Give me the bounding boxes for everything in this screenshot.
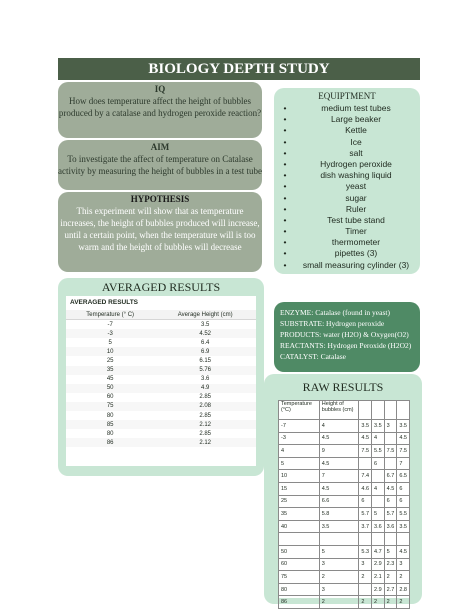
- equipment-item-label: sugar: [345, 192, 367, 203]
- table-cell: 80: [106, 412, 114, 419]
- iq-text: How does temperature affect the height of bubbles produced by a catalase and hydrogen peroxide reaction?: [58, 96, 262, 118]
- table-row: [66, 375, 256, 384]
- list-item: [274, 125, 420, 136]
- table-cell: 3.5: [372, 420, 385, 433]
- table-cell: 2.9: [372, 583, 385, 596]
- bullet-icon: •: [283, 237, 287, 248]
- table-cell: 3.7: [359, 520, 372, 533]
- averaged-results-table: [66, 310, 256, 447]
- averaged-results-table-card: [66, 296, 256, 466]
- table-cell: 2.8: [397, 583, 410, 596]
- table-header-cell: Height of bubbles (cm): [319, 401, 359, 420]
- list-item: [274, 148, 420, 159]
- table-row: [279, 432, 410, 445]
- table-cell: 80: [279, 583, 320, 596]
- table-cell: [384, 533, 397, 546]
- table-row: [66, 347, 256, 356]
- table-header-cell: [397, 401, 410, 420]
- table-row: [279, 420, 410, 433]
- hypothesis-heading: HYPOTHESIS: [130, 194, 190, 204]
- table-row: [279, 457, 410, 470]
- table-row: [66, 384, 256, 393]
- equipment-item-label: Kettle: [345, 125, 367, 136]
- table-cell: 3.5: [201, 321, 210, 328]
- table-row: [66, 356, 256, 365]
- table-cell: 80: [106, 430, 114, 437]
- equipment-item-label: Ruler: [345, 203, 367, 214]
- reaction-info-line: CATALYST: Catalase: [280, 352, 346, 361]
- table-cell: 5.5: [372, 445, 385, 458]
- raw-results-box: [264, 374, 422, 604]
- table-cell: 75: [279, 571, 320, 584]
- equipment-item-label: Large beaker: [330, 114, 382, 125]
- table-row: [279, 445, 410, 458]
- table-cell: 7.5: [384, 445, 397, 458]
- table-cell: 3: [359, 558, 372, 571]
- page-title: BIOLOGY DEPTH STUDY: [58, 58, 420, 80]
- table-cell: 5.8: [319, 508, 359, 521]
- table-cell: 5.3: [359, 545, 372, 558]
- equipment-item-label: yeast: [345, 181, 367, 192]
- bullet-icon: •: [283, 114, 287, 125]
- table-row: [66, 329, 256, 338]
- table-row: [279, 545, 410, 558]
- table-cell: 40: [279, 520, 320, 533]
- table-cell: 7.5: [359, 445, 372, 458]
- table-cell: 4.5: [397, 545, 410, 558]
- table-cell: [372, 470, 385, 483]
- aim-heading: AIM: [150, 142, 170, 152]
- table-header-cell: [372, 401, 385, 420]
- table-cell: 2: [397, 596, 410, 609]
- table-cell: 3.5: [359, 420, 372, 433]
- table-cell: 3.5: [397, 520, 410, 533]
- table-cell: 6.4: [201, 339, 210, 346]
- table-cell: 3.6: [384, 520, 397, 533]
- table-row: [279, 571, 410, 584]
- table-cell: 5: [319, 545, 359, 558]
- iq-heading: IQ: [154, 84, 166, 94]
- table-cell: 10: [279, 470, 320, 483]
- table-cell: 2.1: [372, 571, 385, 584]
- table-cell: [359, 533, 372, 546]
- table-cell: 10: [66, 347, 154, 356]
- table-cell: 35: [279, 508, 320, 521]
- table-cell: 3.6: [201, 376, 210, 383]
- table-cell: 5.7: [359, 508, 372, 521]
- list-item: [274, 237, 420, 248]
- table-cell: 86: [279, 596, 320, 609]
- table-cell: 25: [279, 495, 320, 508]
- table-cell: -3: [66, 329, 154, 338]
- table-cell: 2: [319, 596, 359, 609]
- raw-results-table-card: [278, 400, 410, 606]
- table-cell: 4.5: [384, 482, 397, 495]
- table-cell: 7.5: [397, 445, 410, 458]
- table-cell: 60: [106, 394, 114, 401]
- list-item: [274, 204, 420, 215]
- reaction-info-line: PRODUCTS: water (H2O) & Oxygen(O2): [280, 330, 409, 339]
- table-cell: [319, 533, 359, 546]
- table-cell: 3: [319, 558, 359, 571]
- equipment-box: [274, 88, 420, 274]
- table-cell: 5: [108, 339, 112, 346]
- table-cell: 3: [384, 420, 397, 433]
- table-row: [66, 438, 256, 447]
- raw-results-table: [278, 400, 410, 609]
- equipment-item-label: thermometer: [331, 237, 381, 248]
- table-row: [66, 393, 256, 402]
- table-cell: 35: [66, 366, 154, 375]
- bullet-icon: •: [283, 170, 287, 181]
- averaged-results-title: AVERAGED RESULTS: [101, 280, 221, 294]
- table-cell: 9: [319, 445, 359, 458]
- equipment-list: [274, 103, 420, 271]
- table-header-row: [279, 401, 410, 420]
- table-header-cell: [359, 401, 372, 420]
- hypothesis-text: This experiment will show that as temperature increases, the height of bubbles produced will increase, until a certain point, when the temperature will is too warm and the height of bubbles will decrease: [60, 206, 260, 252]
- table-cell: 5: [279, 457, 320, 470]
- table-cell: 4.5: [319, 457, 359, 470]
- bullet-icon: •: [283, 125, 287, 136]
- table-cell: [397, 533, 410, 546]
- reaction-info-line: SUBSTRATE: Hydrogen peroxide: [280, 319, 385, 328]
- table-cell: 2: [397, 571, 410, 584]
- header-average-height: Average Height (cm): [154, 310, 256, 320]
- table-row: [279, 583, 410, 596]
- list-item: [274, 159, 420, 170]
- table-cell: 4: [319, 420, 359, 433]
- table-cell: 45: [106, 376, 114, 383]
- list-item: [274, 260, 420, 271]
- table-cell: 7: [397, 457, 410, 470]
- bullet-icon: •: [283, 158, 287, 169]
- table-cell: 25: [106, 358, 114, 365]
- table-cell: 5.7: [384, 508, 397, 521]
- table-cell: 6: [397, 482, 410, 495]
- table-cell: 2.12: [154, 420, 256, 429]
- table-cell: 4: [372, 432, 385, 445]
- table-cell: 3.6: [372, 520, 385, 533]
- equipment-item-label: dish washing liquid: [320, 170, 392, 181]
- table-cell: 4: [372, 482, 385, 495]
- equipment-item-label: Test tube stand: [327, 214, 385, 225]
- table-cell: 6: [397, 495, 410, 508]
- table-cell: 2.3: [384, 558, 397, 571]
- table-cell: 4.52: [154, 329, 256, 338]
- table-cell: 2.08: [154, 402, 256, 411]
- table-cell: 3.5: [397, 420, 410, 433]
- aim-box: [58, 140, 262, 190]
- bullet-icon: •: [283, 103, 287, 113]
- list-item: [274, 137, 420, 148]
- equipment-item-label: small measuring cylinder (3): [302, 259, 410, 270]
- equipment-item-label: Hydrogen peroxide: [320, 158, 392, 169]
- equipment-item-label: pipettes (3): [334, 248, 378, 259]
- table-cell: [359, 583, 372, 596]
- table-cell: 6: [384, 495, 397, 508]
- table-cell: [372, 533, 385, 546]
- table-cell: 2: [384, 571, 397, 584]
- list-item: [274, 193, 420, 204]
- bullet-icon: •: [283, 181, 287, 192]
- hypothesis-box: [58, 192, 262, 272]
- table-cell: 2.9: [372, 558, 385, 571]
- table-cell: 50: [66, 384, 154, 393]
- table-cell: [279, 533, 320, 546]
- table-row: [279, 508, 410, 521]
- table-row: [66, 366, 256, 375]
- table-row: [66, 320, 256, 330]
- table-cell: 2: [359, 571, 372, 584]
- table-cell: 2.85: [199, 430, 212, 437]
- table-cell: 4: [279, 445, 320, 458]
- bullet-icon: •: [283, 192, 287, 203]
- table-cell: -3: [279, 432, 320, 445]
- bullet-icon: •: [283, 147, 287, 158]
- list-item: [274, 103, 420, 114]
- table-cell: 2.85: [199, 394, 212, 401]
- reaction-info-line: ENZYME: Catalase (found in yeast): [280, 308, 390, 317]
- reaction-info-box: [274, 302, 420, 372]
- table-row: [279, 596, 410, 609]
- aim-text: To investigate the affect of temperature on Catalase activity by measuring the height of bubbles in a test tube: [58, 154, 262, 176]
- table-cell: 2: [359, 596, 372, 609]
- table-cell: 75: [66, 402, 154, 411]
- table-cell: 4.5: [319, 432, 359, 445]
- table-cell: -7: [107, 321, 113, 328]
- table-row: [279, 482, 410, 495]
- table-row: [279, 558, 410, 571]
- equipment-item-label: salt: [349, 147, 363, 158]
- table-cell: [359, 457, 372, 470]
- bullet-icon: •: [283, 248, 287, 259]
- table-cell: 7.4: [359, 470, 372, 483]
- table-row: [279, 470, 410, 483]
- equipment-item-label: Timer: [345, 226, 367, 237]
- list-item: [274, 226, 420, 237]
- averaged-results-box: [58, 278, 264, 476]
- table-cell: 6.6: [319, 495, 359, 508]
- bullet-icon: •: [283, 259, 287, 270]
- table-cell: 2: [384, 596, 397, 609]
- table-cell: 4.7: [372, 545, 385, 558]
- table-header-row: [66, 310, 256, 320]
- table-cell: 60: [279, 558, 320, 571]
- table-row: [279, 533, 410, 546]
- table-header-cell: Temperature (°C): [279, 401, 320, 420]
- table-cell: [372, 495, 385, 508]
- table-cell: [384, 432, 397, 445]
- table-row: [66, 420, 256, 429]
- bullet-icon: •: [283, 203, 287, 214]
- table-cell: 6.5: [397, 470, 410, 483]
- table-cell: 15: [279, 482, 320, 495]
- table-cell: 6.7: [384, 470, 397, 483]
- bullet-icon: •: [283, 136, 287, 147]
- table-cell: 5.76: [154, 366, 256, 375]
- table-cell: [384, 457, 397, 470]
- table-cell: 5: [384, 545, 397, 558]
- table-row: [279, 520, 410, 533]
- table-row: [66, 411, 256, 420]
- bullet-icon: •: [283, 226, 287, 237]
- table-row: [66, 338, 256, 347]
- table-cell: 3: [319, 583, 359, 596]
- table-cell: 6: [372, 457, 385, 470]
- equipment-heading: EQUIPTMENT: [318, 91, 376, 101]
- table-cell: 2: [372, 596, 385, 609]
- iq-box: [58, 82, 262, 138]
- table-cell: -7: [279, 420, 320, 433]
- list-item: [274, 170, 420, 181]
- table-cell: 2.7: [384, 583, 397, 596]
- table-cell: 2.85: [199, 412, 212, 419]
- table-cell: 50: [279, 545, 320, 558]
- table-cell: 6: [359, 495, 372, 508]
- table-row: [279, 495, 410, 508]
- table-cell: 4.9: [154, 384, 256, 393]
- list-item: [274, 248, 420, 259]
- equipment-item-label: Ice: [350, 136, 362, 147]
- table-cell: 5: [372, 508, 385, 521]
- table-cell: 5.5: [397, 508, 410, 521]
- averaged-results-caption: AVERAGED RESULTS: [70, 299, 139, 306]
- table-cell: 4.5: [319, 482, 359, 495]
- table-cell: 4.6: [359, 482, 372, 495]
- list-item: [274, 215, 420, 226]
- header-temperature: Temperature (° C): [66, 310, 154, 320]
- table-cell: 86: [66, 438, 154, 447]
- raw-results-title: RAW RESULTS: [302, 380, 384, 394]
- table-row: [66, 429, 256, 438]
- table-row: [66, 402, 256, 411]
- table-cell: 2: [319, 571, 359, 584]
- table-cell: 2.12: [154, 438, 256, 447]
- table-cell: 6.9: [154, 347, 256, 356]
- bullet-icon: •: [283, 214, 287, 225]
- equipment-item-label: medium test tubes: [321, 103, 391, 113]
- table-cell: 4.5: [397, 432, 410, 445]
- list-item: [274, 114, 420, 125]
- table-cell: 85: [66, 420, 154, 429]
- reaction-info-line: REACTANTS: Hydrogen Peroxide (H2O2): [280, 341, 412, 350]
- table-cell: 4.5: [359, 432, 372, 445]
- table-cell: 3.5: [319, 520, 359, 533]
- table-cell: 6.15: [199, 358, 212, 365]
- table-cell: 3: [397, 558, 410, 571]
- table-header-cell: [384, 401, 397, 420]
- table-cell: 7: [319, 470, 359, 483]
- list-item: [274, 181, 420, 192]
